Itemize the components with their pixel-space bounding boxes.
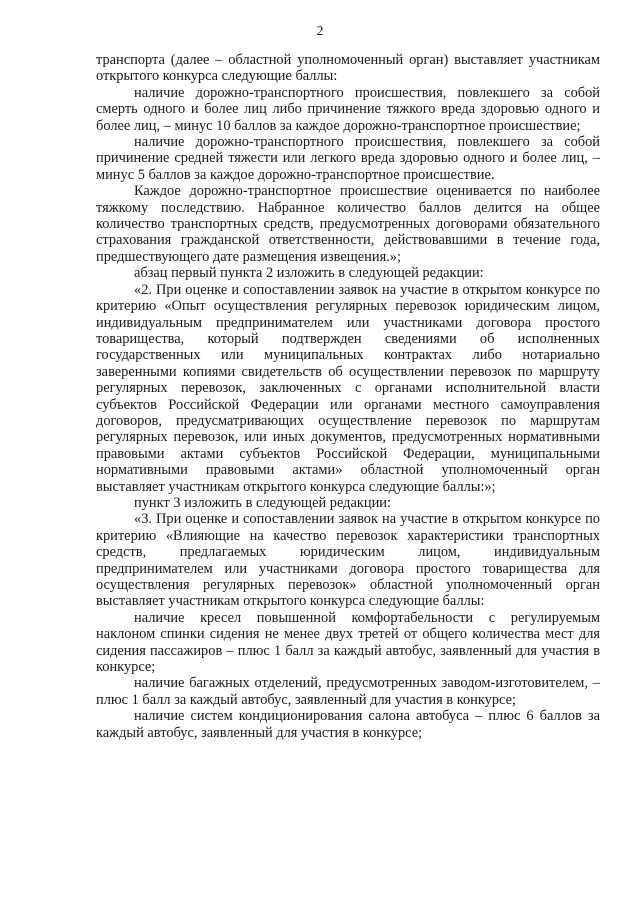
paragraph-luggage: наличие багажных отделений, предусмотренных заводом-изготовителем, – плюс 1 балл за каждый автобус, заявленный для участия в конкурсе; bbox=[96, 675, 600, 708]
page-number: 2 bbox=[316, 24, 324, 39]
paragraph-point-3-text: «3. При оценке и сопоставлении заявок на участие в открытом конкурсе по критерию «Влияющие на качество перевозок характеристики транспортных средств, предлагаемых юридическим лицом, индивидуальным предпринимателем или участниками договора простого товарищества для осуществления регулярных перевозок» областной уполномоченный орган выставляет участникам открытого конкурса следующие баллы: bbox=[96, 511, 600, 610]
paragraph-continuation: транспорта (далее – областной уполномоченный орган) выставляет участникам открытого конкурса следующие баллы: bbox=[96, 52, 600, 85]
document-body bbox=[96, 52, 600, 741]
paragraph-comfort-seats: наличие кресел повышенной комфортабельности с регулируемым наклоном спинки сидения не менее двух третей от общего количества мест для сидения пассажиров – плюс 1 балл за каждый автобус, заявленный для участия в конкурсе; bbox=[96, 609, 600, 676]
paragraph-air-conditioning: наличие систем кондиционирования салона автобуса – плюс 6 баллов за каждый автобус, заявленный для участия в конкурсе; bbox=[96, 708, 600, 741]
paragraph-point-2-text: «2. При оценке и сопоставлении заявок на участие в открытом конкурсе по критерию «Опыт осуществления регулярных перевозок юридическим лицом, индивидуальным предпринимателем или участниками договора простого товарищества, который подтвержден сведениями об исполненных государственных или муниципальных контрактах либо нотариально заверенными копиями свидетельств об осуществлении перевозок по маршруту регулярных перевозок, заключенных с органами исполнительной власти субъектов Российской Федерации или органами местного самоуправления договоров, предусматривающих осуществление перевозок по маршрутам регулярных перевозок, или иных документов, предусмотренных нормативными правовыми актами субъектов Российской Федерации, муниципальными нормативными правовыми актами» областной уполномоченный орган выставляет участникам открытого конкурса следующие баллы:»; bbox=[96, 281, 600, 495]
paragraph-fatal-accident: наличие дорожно-транспортного происшествия, повлекшего за собой смерть одного и более лиц либо причинение тяжкого вреда здоровью одного и более лиц, – минус 10 баллов за каждое дорожно-транспортное происшествие; bbox=[96, 84, 600, 134]
paragraph-amend-point-3: пункт 3 изложить в следующей редакции: bbox=[134, 494, 391, 511]
paragraph-amend-point-2: абзац первый пункта 2 изложить в следующей редакции: bbox=[134, 265, 484, 282]
paragraph-moderate-accident: наличие дорожно-транспортного происшествия, повлекшего за собой причинение средней тяжести или легкого вреда здоровью одного и более лиц, – минус 5 баллов за каждое дорожно-транспортное происшествие. bbox=[96, 134, 600, 183]
paragraph-accident-evaluation: Каждое дорожно-транспортное происшествие оценивается по наиболее тяжкому последствию. Набранное количество баллов делится на общее количество транспортных средств, предусмотренных договорами обязательного страхования гражданской ответственности, действовавшими в течение года, предшествующего дате размещения извещения.»; bbox=[96, 183, 600, 265]
